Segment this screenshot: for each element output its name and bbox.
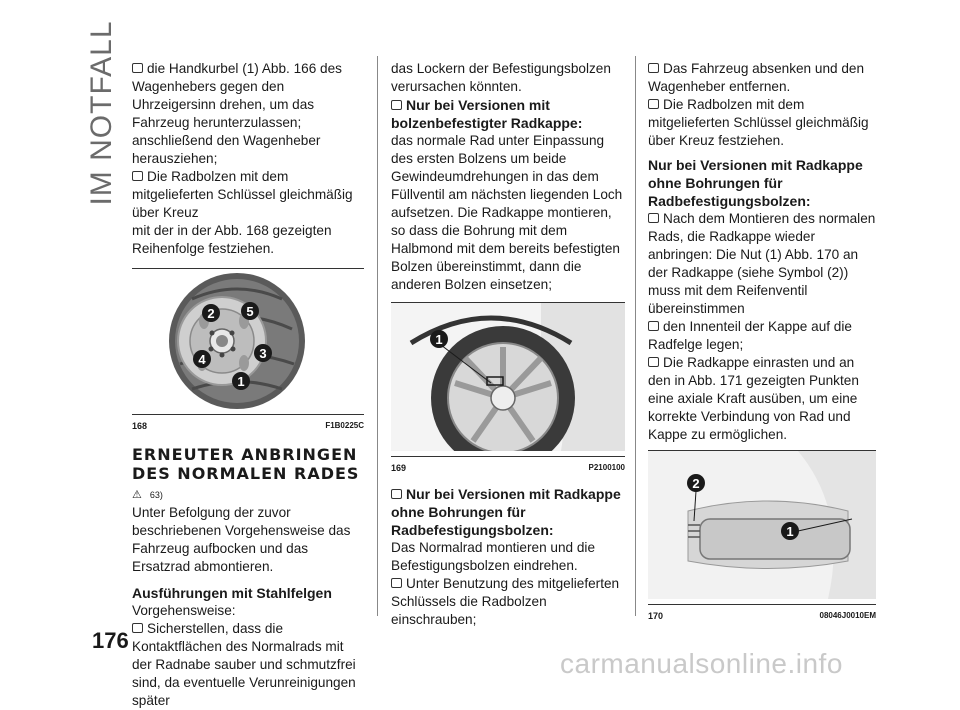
paragraph: Unter Benutzung des mitgelieferten Schlüssels die Radbolzen einschrauben; [391, 576, 620, 627]
chapter-title-vertical [84, 20, 120, 206]
watermark: carmanualsonline.info [560, 648, 843, 679]
figure-number: 168 [132, 421, 148, 431]
callout-label: 2 [692, 476, 700, 491]
figure-code: 08046J0010EM [819, 611, 876, 620]
paragraph: Das Normalrad montieren und die Befestigungsbolzen eindrehen. [391, 540, 596, 573]
paragraph: Sicherstellen, dass die Kontaktflächen des Normalrads mit der Radnabe sauber und schmutzfrei sind, da eventuelle Verunreinigungen später [132, 621, 356, 708]
checkbox-bullet-icon [391, 489, 402, 499]
checkbox-bullet-icon [391, 578, 402, 588]
callout-label: 3 [259, 346, 267, 361]
paragraph: Nach dem Montieren des normalen Rads, die Radkappe wieder anbringen: Die Nut (1) Abb. 170 an der Radkappe (siehe Symbol (2)) muss mit dem Reifenventil übereinstimmen [648, 211, 876, 316]
callout-label: 1 [435, 332, 443, 347]
hubcap-valve-slot-illustration [648, 451, 876, 599]
figure-code: F1B0225C [325, 421, 364, 430]
subheading: Ausführungen mit Stahlfelgen [132, 585, 332, 601]
checkbox-bullet-icon [132, 63, 143, 73]
paragraph: Die Radbolzen mit dem mitgelieferten Schlüssel gleichmäßig über Kreuz festziehen. [648, 97, 869, 148]
checkbox-bullet-icon [648, 321, 659, 331]
callout-label: 1 [237, 374, 245, 389]
figure-170 [648, 450, 876, 605]
checkbox-bullet-icon [648, 213, 659, 223]
figure-code: P2100100 [588, 463, 625, 472]
checkbox-bullet-icon [132, 623, 143, 633]
warning-reference: ⚠ 63) [132, 489, 163, 501]
paragraph: Unter Befolgung der zuvor beschriebenen Vorgehensweise das Fahrzeug aufbocken und das Ersatzrad abmontieren. [132, 505, 351, 574]
paragraph: das normale Rad unter Einpassung des ersten Bolzens um beide Gewindeumdrehungen in das dem Füllventil am nächsten liegenden Loch aufsetzen. Die Radkappe montieren, so dass die Bohrung mit dem Halbmond mit dem bereits befestigten Bolzen übereinstimmt, dann die anderen Bolzen einsetzen; [391, 133, 623, 292]
subheading: Nur bei Versionen mit bolzenbefestigter Radkappe: [391, 97, 583, 131]
checkbox-bullet-icon [648, 63, 659, 73]
checkbox-bullet-icon [648, 357, 659, 367]
wheel-bolts-illustration [132, 269, 364, 409]
figure-caption [648, 607, 876, 625]
subheading: Nur bei Versionen mit Radkappe ohne Bohrungen für Radbefestigungsbolzen: [648, 157, 863, 209]
wheel-hubcap-illustration [391, 303, 625, 451]
paragraph: Die Radbolzen mit dem mitgelieferten Schlüssel gleichmäßig über Kreuz [132, 169, 353, 220]
checkbox-bullet-icon [391, 100, 402, 110]
callout-label: 5 [246, 304, 254, 319]
warning-icon: ⚠ [132, 489, 142, 501]
subheading: Nur bei Versionen mit Radkappe ohne Bohrungen für Radbefestigungsbolzen: [391, 486, 621, 538]
column-1 [132, 60, 364, 710]
checkbox-bullet-icon [132, 171, 143, 181]
paragraph: das Lockern der Befestigungsbolzen verursachen könnten. [391, 61, 611, 94]
column-3 [648, 60, 876, 625]
callout-label: 4 [198, 352, 206, 367]
checkbox-bullet-icon [648, 99, 659, 109]
paragraph: die Handkurbel (1) Abb. 166 des Wagenhebers gegen den Uhrzeigersinn drehen, um das Fahrzeug herunterzulassen; anschließend den Wagenheber herausziehen; [132, 61, 342, 166]
chapter-title: IM NOTFALL [85, 20, 118, 206]
section-title: ERNEUTER ANBRINGEN DES NORMALEN RADES [132, 445, 360, 483]
paragraph: mit der in der Abb. 168 gezeigten Reihenfolge festziehen. [132, 223, 332, 256]
paragraph: Die Radkappe einrasten und an den in Abb. 171 gezeigten Punkten eine axiale Kraft ausüben, um eine korrekte Verbindung von Rad und Kappe zu ermöglichen. [648, 355, 859, 442]
figure-caption [391, 459, 625, 477]
paragraph: Das Fahrzeug absenken und den Wagenheber entfernen. [648, 61, 865, 94]
figure-number: 169 [391, 463, 407, 473]
paragraph: den Innenteil der Kappe auf die Radfelge legen; [648, 319, 852, 352]
column-divider [635, 56, 636, 616]
figure-169 [391, 302, 625, 457]
figure-168 [132, 268, 364, 415]
figure-number: 170 [648, 611, 664, 621]
paragraph: Vorgehensweise: [132, 603, 236, 618]
figure-caption [132, 417, 364, 435]
callout-label: 1 [786, 524, 794, 539]
page-number: 176 [92, 628, 129, 653]
column-divider [377, 56, 378, 616]
column-2 [391, 60, 625, 629]
callout-label: 2 [207, 306, 215, 321]
